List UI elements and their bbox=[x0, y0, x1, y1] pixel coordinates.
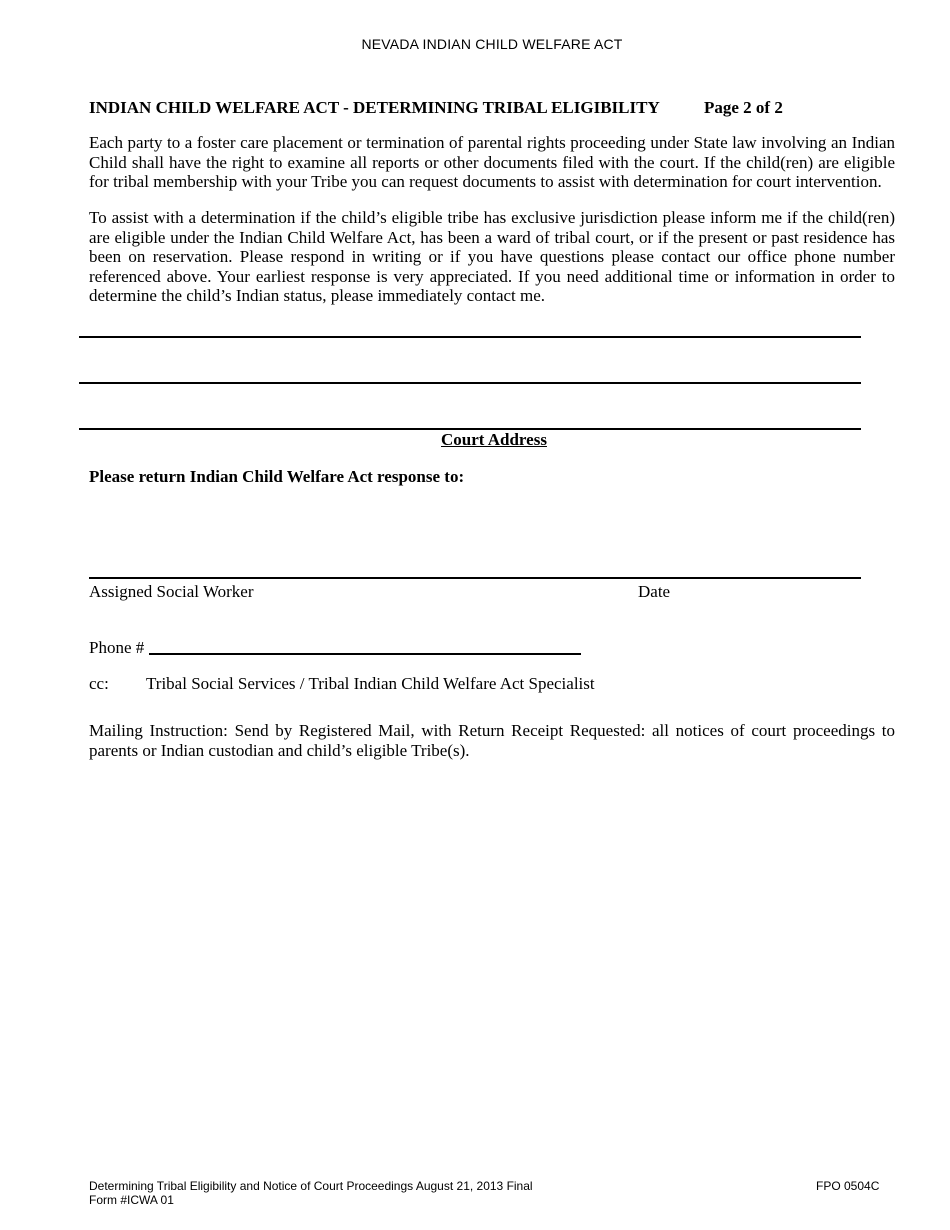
footer-form-number: Form #ICWA 01 bbox=[89, 1193, 174, 1207]
paragraph-request: To assist with a determination if the child’s eligible tribe has exclusive jurisdiction please inform me if the child(ren) are eligible under the Indian Child Welfare Act, has been a ward of tribal court, or if the present or past residence has been on reservation. Please respond in writing or if you have questions please contact our office phone number referenced above. Your earliest response is very appreciated. If you need additional time or information in order to determine the child’s Indian status, please immediately contact me. bbox=[89, 208, 895, 306]
paragraph-rights: Each party to a foster care placement or termination of parental rights proceeding under State law involving an Indian Child shall have the right to examine all reports or other documents filed with the court. If the child(ren) are eligible for tribal membership with your Tribe you can request documents to assist with determination for court intervention. bbox=[89, 133, 895, 192]
cc-label: cc: bbox=[89, 674, 109, 693]
date-label: Date bbox=[638, 582, 671, 601]
mailing-instruction: Mailing Instruction: Send by Registered Mail, with Return Receipt Requested: all notices of court proceedings to parents or Indian custodian and child’s eligible Tribe(s). bbox=[89, 721, 895, 760]
cc-recipients: Tribal Social Services / Tribal Indian Child Welfare Act Specialist bbox=[146, 674, 595, 693]
court-address-line-1[interactable] bbox=[79, 336, 861, 338]
return-to-label: Please return Indian Child Welfare Act response to: bbox=[89, 467, 465, 486]
form-title: INDIAN CHILD WELFARE ACT - DETERMINING TRIBAL ELIGIBILITY bbox=[89, 98, 660, 117]
phone-label: Phone # bbox=[89, 638, 145, 657]
page-number: Page 2 of 2 bbox=[704, 98, 783, 117]
footer-description: Determining Tribal Eligibility and Notice of Court Proceedings August 21, 2013 Final bbox=[89, 1179, 533, 1193]
court-address-label: Court Address bbox=[441, 430, 547, 449]
social-worker-label: Assigned Social Worker bbox=[89, 582, 254, 601]
phone-field-line[interactable] bbox=[149, 653, 581, 655]
footer-form-code: FPO 0504C bbox=[816, 1179, 880, 1193]
document-header: NEVADA INDIAN CHILD WELFARE ACT bbox=[361, 36, 623, 52]
signature-line[interactable] bbox=[89, 577, 861, 579]
court-address-line-2[interactable] bbox=[79, 382, 861, 384]
